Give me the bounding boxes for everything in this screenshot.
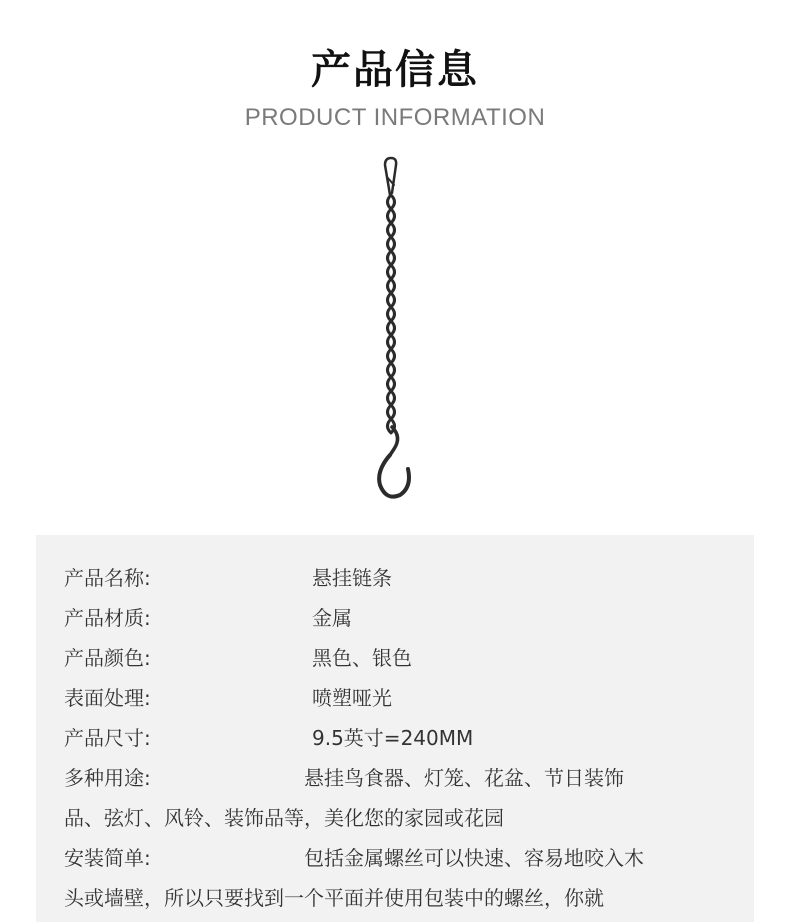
chain-link <box>388 223 395 237</box>
chain-link <box>388 209 395 223</box>
info-label: 产品材质: <box>64 606 151 630</box>
info-row-usage-continued: 品、弦灯、风铃、装饰品等，美化您的家园或花园 <box>64 806 504 830</box>
info-value: 喷塑哑光 <box>312 686 392 710</box>
chain-link <box>388 195 395 209</box>
chain-link <box>388 363 395 377</box>
chain-link <box>388 251 395 265</box>
product-info-panel <box>36 535 754 922</box>
chain-link <box>388 335 395 349</box>
info-value: 金属 <box>312 606 352 630</box>
chain-link <box>388 377 395 391</box>
page-title: 产品信息 <box>311 47 479 93</box>
info-row-install-continued: 头或墙壁，所以只要找到一个平面并使用包装中的螺丝，你就 <box>64 886 604 910</box>
info-value: 悬挂鸟食器、灯笼、花盆、节日装饰 <box>304 766 624 790</box>
info-label: 产品尺寸: <box>64 726 151 750</box>
info-label: 表面处理: <box>64 686 151 710</box>
info-value: 包括金属螺丝可以快速、容易地咬入木 <box>304 846 644 870</box>
info-value: 悬挂链条 <box>312 566 392 590</box>
chain-link <box>388 391 395 405</box>
chain-link <box>388 321 395 335</box>
page-subtitle: PRODUCT INFORMATION <box>244 104 546 131</box>
info-label: 安装简单: <box>64 846 151 870</box>
info-value: 黑色、银色 <box>312 646 412 670</box>
info-label: 产品颜色: <box>64 646 151 670</box>
chain-link <box>388 405 395 419</box>
info-label: 产品名称: <box>64 566 151 590</box>
info-value: 9.5英寸=240MM <box>312 726 474 750</box>
chain-link <box>388 307 395 321</box>
info-label: 多种用途: <box>64 766 151 790</box>
chain-link <box>388 279 395 293</box>
chain-link <box>388 237 395 251</box>
chain-link <box>388 349 395 363</box>
chain-link <box>388 265 395 279</box>
hanging-chain-with-hook-icon <box>350 155 440 505</box>
chain-link <box>388 293 395 307</box>
